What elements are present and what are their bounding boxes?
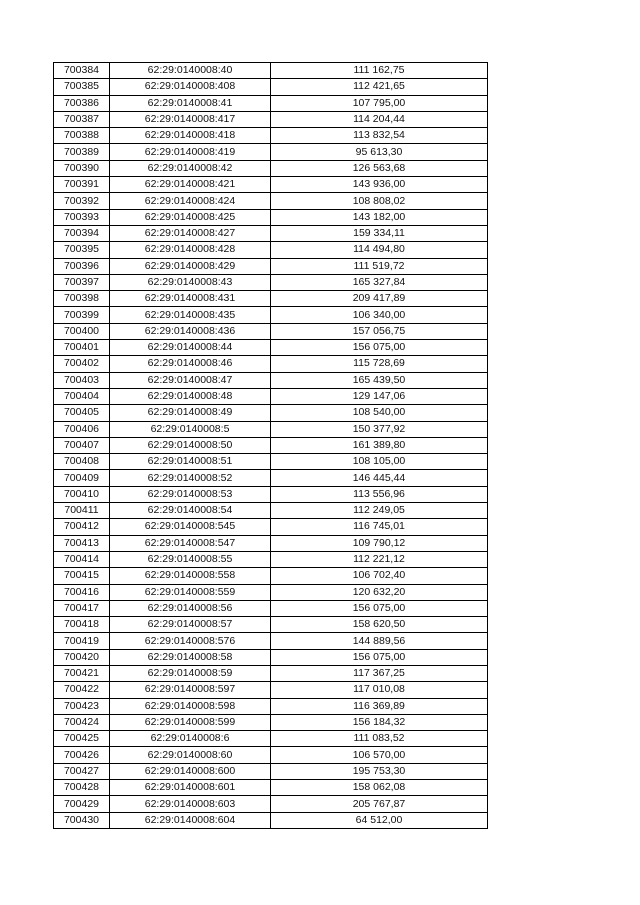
value-cell: 165 439,50 [271, 372, 488, 388]
row-number-cell: 700406 [54, 421, 110, 437]
table-row [54, 372, 488, 388]
row-number-cell: 700403 [54, 372, 110, 388]
value-cell: 95 613,30 [271, 144, 488, 160]
cadastral-number-cell: 62:29:0140008:49 [110, 405, 271, 421]
cadastral-number-cell: 62:29:0140008:604 [110, 812, 271, 828]
row-number-cell: 700395 [54, 242, 110, 258]
cadastral-number-cell: 62:29:0140008:50 [110, 437, 271, 453]
cadastral-number-cell: 62:29:0140008:48 [110, 388, 271, 404]
value-cell: 165 327,84 [271, 274, 488, 290]
table-row [54, 79, 488, 95]
value-cell: 108 808,02 [271, 193, 488, 209]
row-number-cell: 700398 [54, 291, 110, 307]
value-cell: 120 632,20 [271, 584, 488, 600]
table-row [54, 193, 488, 209]
table-body [54, 63, 488, 829]
value-cell: 143 182,00 [271, 209, 488, 225]
cadastral-number-cell: 62:29:0140008:417 [110, 111, 271, 127]
row-number-cell: 700417 [54, 600, 110, 616]
row-number-cell: 700418 [54, 617, 110, 633]
cadastral-number-cell: 62:29:0140008:427 [110, 225, 271, 241]
cadastral-number-cell: 62:29:0140008:597 [110, 682, 271, 698]
table-row [54, 160, 488, 176]
cadastral-number-cell: 62:29:0140008:52 [110, 470, 271, 486]
row-number-cell: 700430 [54, 812, 110, 828]
value-cell: 117 010,08 [271, 682, 488, 698]
row-number-cell: 700399 [54, 307, 110, 323]
cadastral-value-table [53, 62, 488, 829]
row-number-cell: 700401 [54, 340, 110, 356]
table-row [54, 617, 488, 633]
row-number-cell: 700402 [54, 356, 110, 372]
row-number-cell: 700408 [54, 454, 110, 470]
cadastral-number-cell: 62:29:0140008:47 [110, 372, 271, 388]
table-row [54, 421, 488, 437]
row-number-cell: 700390 [54, 160, 110, 176]
value-cell: 108 540,00 [271, 405, 488, 421]
table-row [54, 649, 488, 665]
row-number-cell: 700423 [54, 698, 110, 714]
cadastral-number-cell: 62:29:0140008:600 [110, 763, 271, 779]
value-cell: 64 512,00 [271, 812, 488, 828]
cadastral-number-cell: 62:29:0140008:598 [110, 698, 271, 714]
value-cell: 115 728,69 [271, 356, 488, 372]
row-number-cell: 700421 [54, 665, 110, 681]
row-number-cell: 700420 [54, 649, 110, 665]
value-cell: 114 494,80 [271, 242, 488, 258]
value-cell: 114 204,44 [271, 111, 488, 127]
cadastral-number-cell: 62:29:0140008:46 [110, 356, 271, 372]
value-cell: 129 147,06 [271, 388, 488, 404]
table-row [54, 796, 488, 812]
cadastral-number-cell: 62:29:0140008:603 [110, 796, 271, 812]
table-row [54, 225, 488, 241]
row-number-cell: 700424 [54, 714, 110, 730]
cadastral-number-cell: 62:29:0140008:429 [110, 258, 271, 274]
value-cell: 195 753,30 [271, 763, 488, 779]
table-row [54, 177, 488, 193]
table-row [54, 274, 488, 290]
table-row [54, 323, 488, 339]
value-cell: 143 936,00 [271, 177, 488, 193]
table-row [54, 388, 488, 404]
cadastral-number-cell: 62:29:0140008:51 [110, 454, 271, 470]
cadastral-number-cell: 62:29:0140008:431 [110, 291, 271, 307]
value-cell: 150 377,92 [271, 421, 488, 437]
value-cell: 113 556,96 [271, 486, 488, 502]
value-cell: 111 519,72 [271, 258, 488, 274]
value-cell: 112 249,05 [271, 503, 488, 519]
table-row [54, 486, 488, 502]
row-number-cell: 700388 [54, 128, 110, 144]
value-cell: 106 340,00 [271, 307, 488, 323]
table-row [54, 95, 488, 111]
cadastral-number-cell: 62:29:0140008:40 [110, 63, 271, 79]
value-cell: 117 367,25 [271, 665, 488, 681]
table-row [54, 584, 488, 600]
cadastral-number-cell: 62:29:0140008:424 [110, 193, 271, 209]
value-cell: 158 620,50 [271, 617, 488, 633]
row-number-cell: 700426 [54, 747, 110, 763]
value-cell: 156 075,00 [271, 649, 488, 665]
cadastral-number-cell: 62:29:0140008:6 [110, 731, 271, 747]
row-number-cell: 700387 [54, 111, 110, 127]
row-number-cell: 700386 [54, 95, 110, 111]
cadastral-number-cell: 62:29:0140008:601 [110, 780, 271, 796]
cadastral-number-cell: 62:29:0140008:5 [110, 421, 271, 437]
row-number-cell: 700422 [54, 682, 110, 698]
table-row [54, 340, 488, 356]
row-number-cell: 700391 [54, 177, 110, 193]
row-number-cell: 700407 [54, 437, 110, 453]
table-row [54, 600, 488, 616]
table-row [54, 454, 488, 470]
value-cell: 156 184,32 [271, 714, 488, 730]
cadastral-number-cell: 62:29:0140008:53 [110, 486, 271, 502]
row-number-cell: 700389 [54, 144, 110, 160]
row-number-cell: 700427 [54, 763, 110, 779]
cadastral-number-cell: 62:29:0140008:419 [110, 144, 271, 160]
cadastral-number-cell: 62:29:0140008:436 [110, 323, 271, 339]
table-row [54, 209, 488, 225]
row-number-cell: 700412 [54, 519, 110, 535]
cadastral-number-cell: 62:29:0140008:43 [110, 274, 271, 290]
table-row [54, 747, 488, 763]
table-row [54, 682, 488, 698]
table-row [54, 405, 488, 421]
table-row [54, 763, 488, 779]
cadastral-number-cell: 62:29:0140008:41 [110, 95, 271, 111]
value-cell: 156 075,00 [271, 600, 488, 616]
value-cell: 107 795,00 [271, 95, 488, 111]
value-cell: 116 369,89 [271, 698, 488, 714]
row-number-cell: 700404 [54, 388, 110, 404]
value-cell: 205 767,87 [271, 796, 488, 812]
table-row [54, 111, 488, 127]
cadastral-number-cell: 62:29:0140008:547 [110, 535, 271, 551]
table-row [54, 698, 488, 714]
row-number-cell: 700384 [54, 63, 110, 79]
cadastral-number-cell: 62:29:0140008:58 [110, 649, 271, 665]
value-cell: 111 162,75 [271, 63, 488, 79]
table-row [54, 568, 488, 584]
row-number-cell: 700425 [54, 731, 110, 747]
row-number-cell: 700411 [54, 503, 110, 519]
cadastral-number-cell: 62:29:0140008:60 [110, 747, 271, 763]
row-number-cell: 700397 [54, 274, 110, 290]
table-row [54, 535, 488, 551]
row-number-cell: 700429 [54, 796, 110, 812]
row-number-cell: 700428 [54, 780, 110, 796]
cadastral-number-cell: 62:29:0140008:408 [110, 79, 271, 95]
cadastral-number-cell: 62:29:0140008:56 [110, 600, 271, 616]
value-cell: 126 563,68 [271, 160, 488, 176]
table-row [54, 714, 488, 730]
value-cell: 157 056,75 [271, 323, 488, 339]
value-cell: 209 417,89 [271, 291, 488, 307]
table-row [54, 470, 488, 486]
value-cell: 116 745,01 [271, 519, 488, 535]
row-number-cell: 700396 [54, 258, 110, 274]
table-row [54, 63, 488, 79]
table-row [54, 242, 488, 258]
row-number-cell: 700400 [54, 323, 110, 339]
value-cell: 109 790,12 [271, 535, 488, 551]
table-row [54, 258, 488, 274]
table-row [54, 356, 488, 372]
value-cell: 112 221,12 [271, 551, 488, 567]
cadastral-number-cell: 62:29:0140008:42 [110, 160, 271, 176]
row-number-cell: 700415 [54, 568, 110, 584]
row-number-cell: 700394 [54, 225, 110, 241]
cadastral-number-cell: 62:29:0140008:545 [110, 519, 271, 535]
cadastral-number-cell: 62:29:0140008:425 [110, 209, 271, 225]
value-cell: 106 570,00 [271, 747, 488, 763]
table-row [54, 437, 488, 453]
row-number-cell: 700410 [54, 486, 110, 502]
value-cell: 108 105,00 [271, 454, 488, 470]
table-row [54, 633, 488, 649]
cadastral-number-cell: 62:29:0140008:576 [110, 633, 271, 649]
row-number-cell: 700393 [54, 209, 110, 225]
table-row [54, 144, 488, 160]
row-number-cell: 700405 [54, 405, 110, 421]
table-row [54, 665, 488, 681]
table-row [54, 503, 488, 519]
row-number-cell: 700409 [54, 470, 110, 486]
table-row [54, 731, 488, 747]
value-cell: 144 889,56 [271, 633, 488, 649]
row-number-cell: 700416 [54, 584, 110, 600]
cadastral-number-cell: 62:29:0140008:54 [110, 503, 271, 519]
row-number-cell: 700385 [54, 79, 110, 95]
row-number-cell: 700392 [54, 193, 110, 209]
cadastral-number-cell: 62:29:0140008:44 [110, 340, 271, 356]
cadastral-number-cell: 62:29:0140008:55 [110, 551, 271, 567]
value-cell: 106 702,40 [271, 568, 488, 584]
cadastral-number-cell: 62:29:0140008:428 [110, 242, 271, 258]
table-row [54, 812, 488, 828]
table-row [54, 551, 488, 567]
cadastral-number-cell: 62:29:0140008:421 [110, 177, 271, 193]
cadastral-number-cell: 62:29:0140008:599 [110, 714, 271, 730]
row-number-cell: 700419 [54, 633, 110, 649]
cadastral-number-cell: 62:29:0140008:418 [110, 128, 271, 144]
row-number-cell: 700413 [54, 535, 110, 551]
value-cell: 112 421,65 [271, 79, 488, 95]
table-row [54, 291, 488, 307]
table-row [54, 780, 488, 796]
table-row [54, 307, 488, 323]
cadastral-number-cell: 62:29:0140008:558 [110, 568, 271, 584]
value-cell: 156 075,00 [271, 340, 488, 356]
cadastral-number-cell: 62:29:0140008:57 [110, 617, 271, 633]
value-cell: 158 062,08 [271, 780, 488, 796]
cadastral-number-cell: 62:29:0140008:435 [110, 307, 271, 323]
value-cell: 111 083,52 [271, 731, 488, 747]
table-row [54, 519, 488, 535]
value-cell: 146 445,44 [271, 470, 488, 486]
value-cell: 161 389,80 [271, 437, 488, 453]
table-row [54, 128, 488, 144]
cadastral-number-cell: 62:29:0140008:59 [110, 665, 271, 681]
cadastral-number-cell: 62:29:0140008:559 [110, 584, 271, 600]
row-number-cell: 700414 [54, 551, 110, 567]
value-cell: 113 832,54 [271, 128, 488, 144]
value-cell: 159 334,11 [271, 225, 488, 241]
